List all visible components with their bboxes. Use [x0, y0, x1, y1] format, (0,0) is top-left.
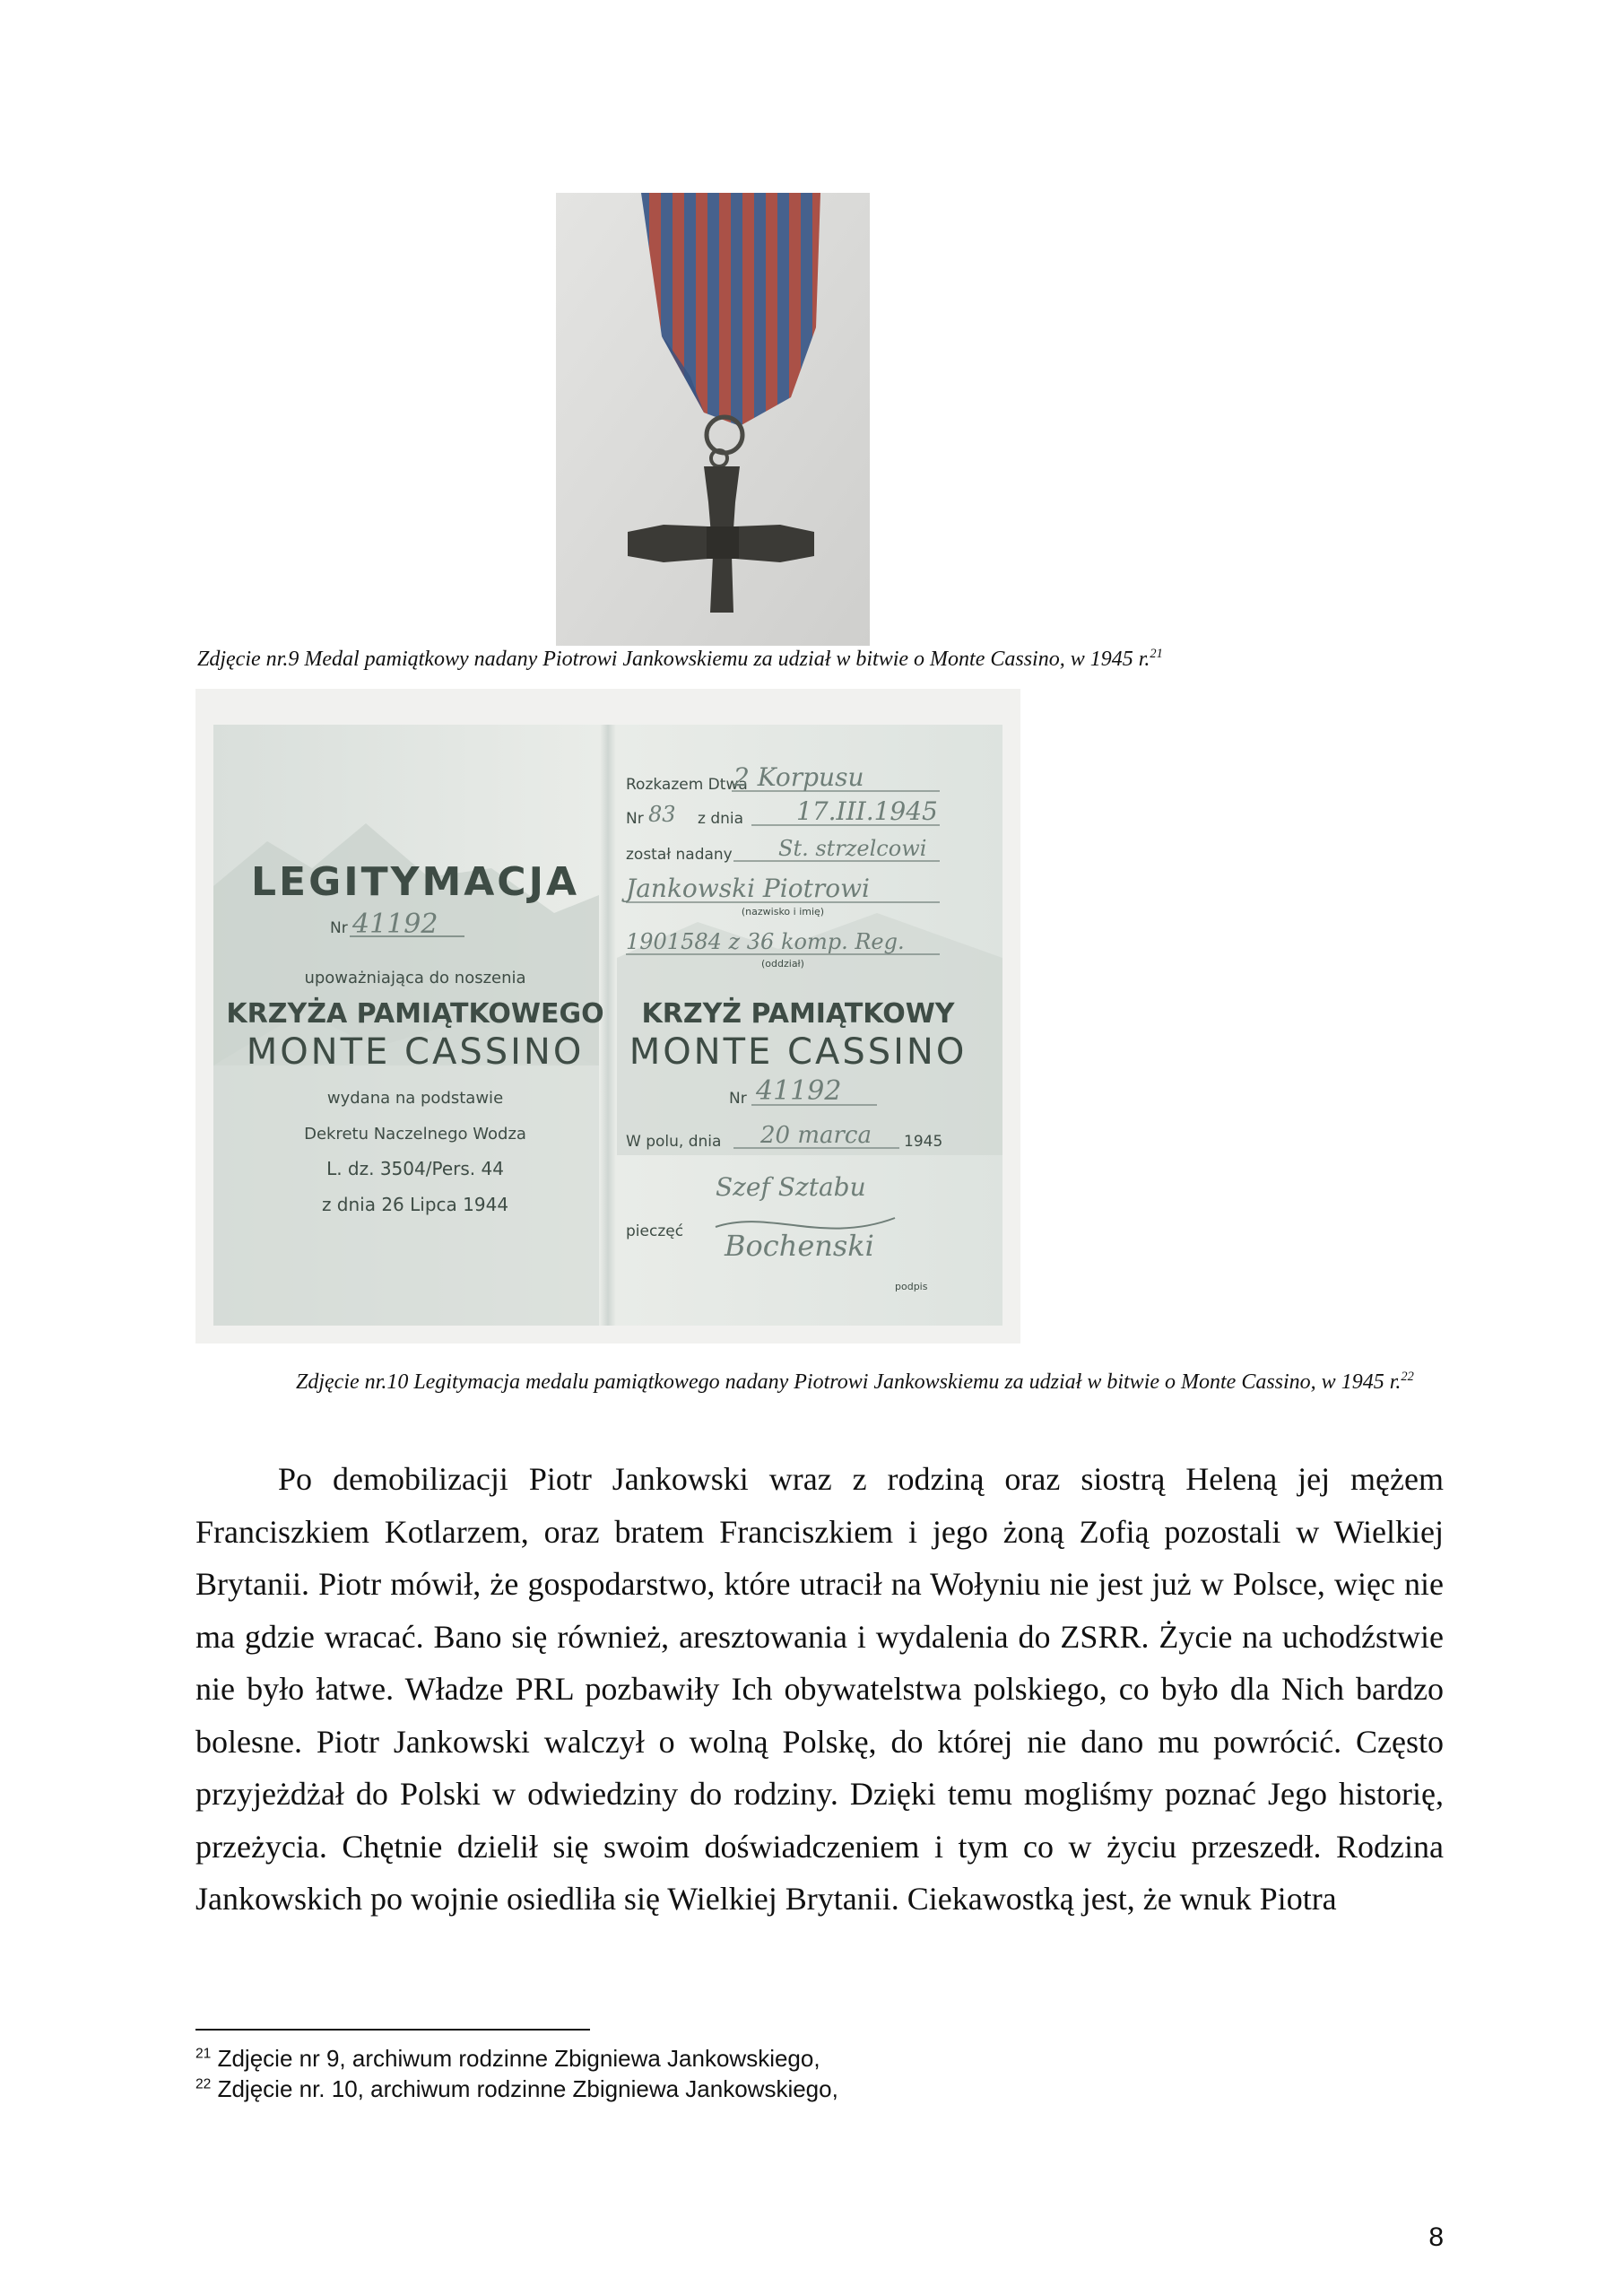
card-number: 41192 [352, 909, 438, 940]
card-nr-value: 83 [648, 802, 676, 827]
photo-10-caption: Zdjęcie nr.10 Legitymacja medalu pamiątkowego nadany Piotrowi Jankowskiemu za udział w bitwie o Monte Cassino, w 1945 r.$^{22}$ [296, 1370, 1414, 1394]
card-order-label: Rozkazem Dtwa [626, 776, 748, 794]
card-signature-name: Bochenski [725, 1229, 874, 1263]
card-stamp-label: pieczęć [626, 1222, 684, 1240]
card-cross-nr-value: 41192 [756, 1075, 842, 1107]
footnote-ref-22[interactable]: 22 [1401, 1370, 1414, 1384]
card-title: LEGITYMACJA [250, 859, 580, 905]
card-cross-nr-label: Nr [729, 1090, 747, 1108]
card-field-date: 20 marca [760, 1122, 872, 1149]
card-field-year: 1945 [904, 1133, 943, 1151]
card-name-caption: (nazwisko i imię) [741, 906, 825, 918]
card-name-value: Jankowski Piotrowi [626, 874, 871, 903]
id-card-illustration [195, 689, 1020, 1344]
card-cross-line1: KRZYŻ PAMIĄTKOWY [641, 998, 955, 1030]
card-cross-line2: MONTE CASSINO [629, 1031, 968, 1073]
card-left-line2: KRZYŻA PAMIĄTKOWEGO [226, 998, 604, 1030]
card-signature-line: Szef Sztabu [716, 1172, 866, 1202]
medal-photo [556, 193, 870, 646]
footnote-number: 21 [195, 2046, 212, 2062]
card-footer: podpis [895, 1281, 928, 1292]
card-left-line1: upoważniająca do noszenia [304, 969, 526, 987]
footnote-text: Zdjęcie nr 9, archiwum rodzinne Zbigniewa Jankowskiego, [211, 2045, 820, 2072]
page-number: 8 [1428, 2222, 1444, 2252]
card-left-line4: wydana na podstawie [326, 1089, 504, 1108]
card-unit-caption: (oddział) [761, 958, 804, 970]
footnote-number: 22 [195, 2076, 212, 2092]
card-left-line6: L. dz. 3504/Pers. 44 [326, 1158, 504, 1179]
footnote-separator [195, 2029, 590, 2031]
card-left-line5: Dekretu Naczelnego Wodza [304, 1125, 526, 1144]
id-card-photo [195, 689, 1020, 1344]
card-left-line3: MONTE CASSINO [246, 1031, 585, 1073]
body-paragraph: Po demobilizacji Piotr Jankowski wraz z rodziną oraz siostrą Heleną jej mężem Franciszkiem Kotlarzem, oraz bratem Franciszkiem i jego żoną Zofią pozostali w Wielkiej Brytanii. Piotr mówił, że gospodarstwo, które utracił na Wołyniu nie jest już w Polsce, więc nie ma gdzie wracać. Bano się również, aresztowania i wydalenia do ZSRR. Życie na uchodźstwie nie było łatwe. Władze PRL pozbawiły Ich obywatelstwa polskiego, co było dla Nich bardzo bolesne. Piotr Jankowski walczył o wolną Polskę, do której nie dano mu powrócić. Często przyjeżdżał do Polski w odwiedziny do rodziny. Dzięki temu mogliśmy poznać Jego historię, przeżycia. Chętnie dzielił się swoim doświadczeniem i tym co w życiu przeszedł. Rodzina Jankowskich po wojnie osiedliła się Wielkiej Brytanii. Ciekawostką jest, że wnuk Piotra [195, 1461, 1444, 1917]
card-awarded-value: St. strzelcowi [778, 836, 927, 861]
card-nr-label: Nr [626, 810, 644, 828]
card-order-value: 2 Korpusu [733, 762, 864, 792]
footnote-ref-21[interactable]: 21 [1150, 647, 1163, 661]
footnote-text: Zdjęcie nr. 10, archiwum rodzinne Zbigniewa Jankowskiego, [211, 2075, 838, 2102]
medal-illustration [556, 193, 870, 646]
card-number-label: Nr [330, 919, 348, 937]
card-field-label: W polu, dnia [626, 1133, 722, 1151]
card-date-label: z dnia [698, 810, 744, 828]
photo-9-caption: Zdjęcie nr.9 Medal pamiątkowy nadany Piotrowi Jankowskiemu za udział w bitwie o Monte Cassino, w 1945 r.$^{21}$ [197, 647, 1163, 671]
card-left-line7: z dnia 26 Lipca 1944 [321, 1194, 509, 1215]
footnote-21 [195, 2043, 1361, 2074]
card-unit-value: 1901584 z 36 komp. Reg. [626, 929, 905, 954]
footnote-22 [195, 2074, 1361, 2104]
card-date-value: 17.III.1945 [796, 796, 938, 826]
card-awarded-label: został nadany [626, 846, 733, 864]
